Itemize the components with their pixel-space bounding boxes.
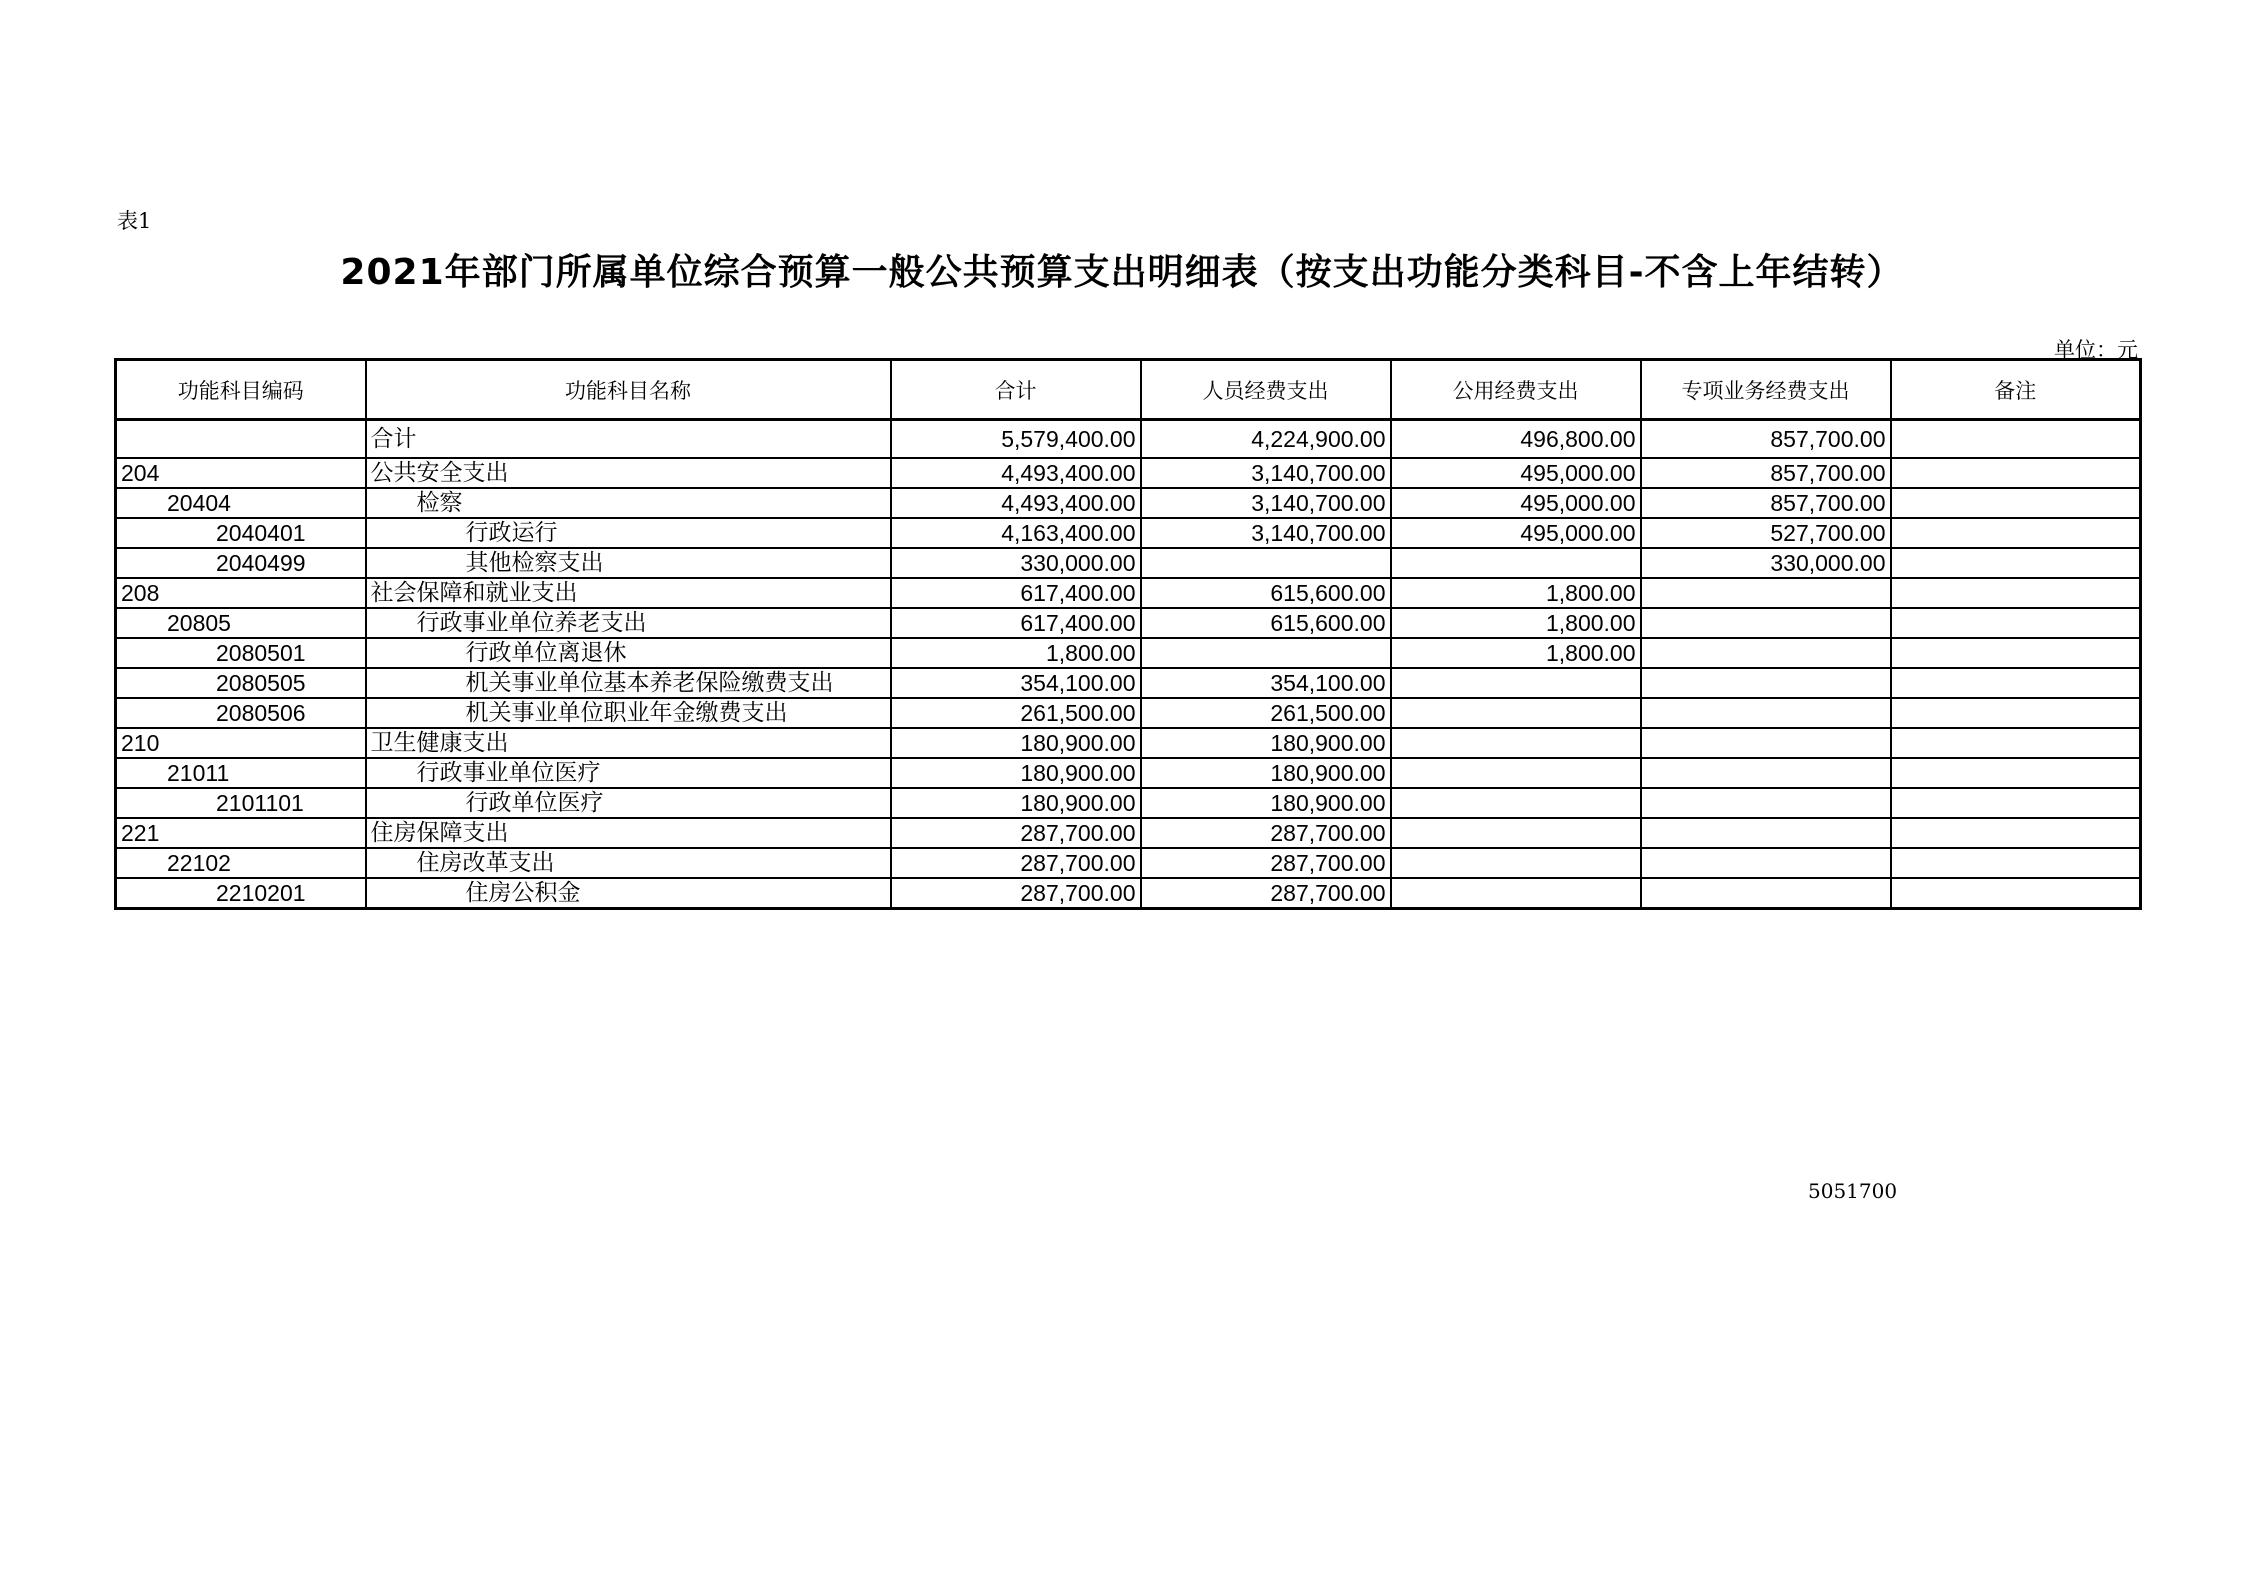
cell-total: 180,900.00 [891,788,1141,818]
table-row [116,728,2141,758]
cell-personnel: 287,700.00 [1141,848,1391,878]
cell-remarks [1891,458,2141,488]
table-row [116,848,2141,878]
cell-code: 2040499 [116,548,366,578]
cell-total: 287,700.00 [891,848,1141,878]
cell-public [1391,848,1641,878]
cell-special [1641,668,1891,698]
cell-public: 496,800.00 [1391,420,1641,459]
cell-personnel: 287,700.00 [1141,878,1391,909]
cell-special [1641,698,1891,728]
cell-public: 1,800.00 [1391,578,1641,608]
table-body [116,420,2141,909]
cell-public: 495,000.00 [1391,458,1641,488]
cell-public [1391,698,1641,728]
budget-table [114,358,2142,910]
table-row [116,788,2141,818]
cell-code: 2080506 [116,698,366,728]
cell-total: 5,579,400.00 [891,420,1141,459]
cell-special [1641,818,1891,848]
cell-personnel: 3,140,700.00 [1141,488,1391,518]
table-row [116,638,2141,668]
cell-code: 22102 [116,848,366,878]
cell-name: 合计 [366,420,891,459]
cell-personnel: 354,100.00 [1141,668,1391,698]
cell-special: 527,700.00 [1641,518,1891,548]
cell-special [1641,608,1891,638]
cell-personnel: 615,600.00 [1141,578,1391,608]
cell-public: 495,000.00 [1391,518,1641,548]
cell-personnel: 3,140,700.00 [1141,458,1391,488]
table-row [116,698,2141,728]
cell-total: 180,900.00 [891,758,1141,788]
cell-personnel: 3,140,700.00 [1141,518,1391,548]
cell-remarks [1891,878,2141,909]
unit-label: 单位：元 [2054,338,2138,362]
table-row [116,578,2141,608]
cell-public: 495,000.00 [1391,488,1641,518]
cell-personnel: 180,900.00 [1141,728,1391,758]
cell-name: 行政运行 [366,518,891,548]
cell-code: 221 [116,818,366,848]
cell-remarks [1891,698,2141,728]
cell-personnel: 287,700.00 [1141,818,1391,848]
cell-personnel: 4,224,900.00 [1141,420,1391,459]
cell-total: 4,493,400.00 [891,488,1141,518]
cell-personnel: 261,500.00 [1141,698,1391,728]
cell-remarks [1891,608,2141,638]
cell-name: 其他检察支出 [366,548,891,578]
cell-name: 住房公积金 [366,878,891,909]
cell-remarks [1891,758,2141,788]
cell-name: 住房改革支出 [366,848,891,878]
cell-public: 1,800.00 [1391,608,1641,638]
cell-name: 检察 [366,488,891,518]
table-row [116,420,2141,459]
header-remarks: 备注 [1891,360,2141,420]
cell-remarks [1891,578,2141,608]
cell-personnel: 615,600.00 [1141,608,1391,638]
cell-remarks [1891,818,2141,848]
cell-special [1641,578,1891,608]
cell-total: 287,700.00 [891,878,1141,909]
cell-public: 1,800.00 [1391,638,1641,668]
cell-code: 21011 [116,758,366,788]
cell-total: 330,000.00 [891,548,1141,578]
table-row [116,518,2141,548]
table-label: 表1 [117,209,152,233]
cell-special [1641,758,1891,788]
cell-total: 261,500.00 [891,698,1141,728]
cell-public [1391,728,1641,758]
header-special: 专项业务经费支出 [1641,360,1891,420]
cell-total: 617,400.00 [891,608,1141,638]
cell-total: 287,700.00 [891,818,1141,848]
cell-special [1641,788,1891,818]
cell-total: 4,163,400.00 [891,518,1141,548]
cell-remarks [1891,788,2141,818]
cell-special: 857,700.00 [1641,488,1891,518]
cell-remarks [1891,728,2141,758]
header-row [116,360,2141,420]
cell-code: 204 [116,458,366,488]
cell-total: 1,800.00 [891,638,1141,668]
header-code: 功能科目编码 [116,360,366,420]
cell-public [1391,668,1641,698]
table-row [116,818,2141,848]
cell-remarks [1891,668,2141,698]
cell-remarks [1891,848,2141,878]
cell-name: 行政事业单位养老支出 [366,608,891,638]
cell-special [1641,638,1891,668]
cell-total: 4,493,400.00 [891,458,1141,488]
cell-name: 住房保障支出 [366,818,891,848]
footer-code: 5051700 [1808,1179,1898,1203]
cell-name: 社会保障和就业支出 [366,578,891,608]
header-personnel: 人员经费支出 [1141,360,1391,420]
table-row [116,608,2141,638]
cell-personnel: 180,900.00 [1141,758,1391,788]
cell-special: 330,000.00 [1641,548,1891,578]
cell-remarks [1891,518,2141,548]
cell-total: 617,400.00 [891,578,1141,608]
cell-special [1641,878,1891,909]
cell-public [1391,878,1641,909]
cell-name: 行政事业单位医疗 [366,758,891,788]
cell-total: 354,100.00 [891,668,1141,698]
cell-public [1391,548,1641,578]
cell-name: 机关事业单位基本养老保险缴费支出 [366,668,891,698]
cell-code: 2080501 [116,638,366,668]
cell-remarks [1891,420,2141,459]
cell-special: 857,700.00 [1641,420,1891,459]
table-row [116,758,2141,788]
cell-public [1391,818,1641,848]
cell-code: 20404 [116,488,366,518]
cell-code: 210 [116,728,366,758]
cell-name: 行政单位离退休 [366,638,891,668]
cell-public [1391,758,1641,788]
cell-remarks [1891,638,2141,668]
table-row [116,458,2141,488]
header-total: 合计 [891,360,1141,420]
cell-code: 208 [116,578,366,608]
cell-code: 2210201 [116,878,366,909]
cell-name: 公共安全支出 [366,458,891,488]
table-row [116,668,2141,698]
cell-total: 180,900.00 [891,728,1141,758]
cell-code: 20805 [116,608,366,638]
cell-special: 857,700.00 [1641,458,1891,488]
table-row [116,548,2141,578]
page-title: 2021年部门所属单位综合预算一般公共预算支出明细表（按支出功能分类科目-不含上年结转） [340,252,1904,293]
cell-code: 2101101 [116,788,366,818]
cell-personnel [1141,548,1391,578]
header-public: 公用经费支出 [1391,360,1641,420]
cell-name: 机关事业单位职业年金缴费支出 [366,698,891,728]
cell-code: 2040401 [116,518,366,548]
cell-remarks [1891,548,2141,578]
cell-personnel [1141,638,1391,668]
cell-personnel: 180,900.00 [1141,788,1391,818]
table-row [116,488,2141,518]
cell-name: 卫生健康支出 [366,728,891,758]
header-name: 功能科目名称 [366,360,891,420]
cell-remarks [1891,488,2141,518]
table-row [116,878,2141,909]
cell-special [1641,728,1891,758]
cell-public [1391,788,1641,818]
cell-name: 行政单位医疗 [366,788,891,818]
cell-code: 2080505 [116,668,366,698]
cell-code [116,420,366,459]
cell-special [1641,848,1891,878]
